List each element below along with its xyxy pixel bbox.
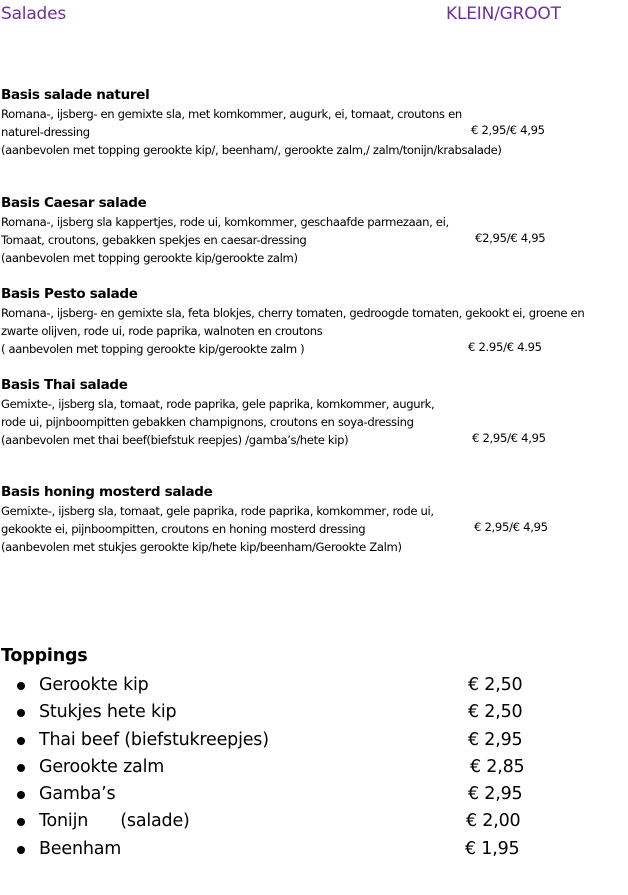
salad-item [1,286,628,358]
salad-price: €2,95/€ 4,95 [475,231,546,245]
topping-name: Gerookte zalm [39,756,165,777]
salad-description: Gemixte-, ijsberg sla, tomaat, rode paprika, gele paprika, komkommer, augurk, [1,397,435,411]
topping-item [0,781,628,808]
topping-item [0,699,628,726]
topping-name: Beenham [39,838,122,859]
topping-item [0,808,628,835]
salad-item [1,87,628,159]
topping-name: Gamba’s [39,784,116,805]
salad-price: € 2,95/€ 4,95 [471,123,545,137]
salad-price: € 2.95/€ 4.95 [468,340,542,354]
topping-price: € 2,50 [468,702,523,723]
page-title: Salades [1,4,67,24]
salad-description: Gemixte-, ijsberg sla, tomaat, gele paprika, rode paprika, komkommer, rode ui, [1,504,434,518]
salad-item [1,377,628,449]
salad-title: Basis salade naturel [1,87,150,103]
salad-recommendation: (aanbevolen met stukjes gerookte kip/hete kip/beenham/Gerookte Zalm) [1,540,402,554]
bullet-icon [17,791,25,799]
salad-description: rode ui, pijnboompitten gebakken champignons, croutons en soya-dressing [1,415,414,429]
topping-price: € 2,85 [470,756,525,777]
bullet-icon [17,846,25,854]
bullet-icon [17,709,25,717]
bullet-icon [17,818,25,826]
salad-recommendation: (aanbevolen met thai beef(biefstuk reepjes) /gamba’s/hete kip) [1,433,349,447]
topping-name: Stukjes hete kip [39,702,177,723]
salad-description: zwarte olijven, rode ui, rode paprika, walnoten en croutons [1,324,323,338]
salad-description: Tomaat, croutons, gebakken spekjes en caesar-dressing [1,233,307,247]
salad-description: Romana-, ijsberg sla kappertjes, rode ui, komkommer, geschaafde parmezaan, ei, [1,215,449,229]
salad-description: Romana-, ijsberg- en gemixte sla, feta blokjes, cherry tomaten, gedroogde tomaten, gekookt ei, groene en [1,306,585,320]
topping-price: € 2,00 [466,811,521,832]
salad-recommendation: (aanbevolen met topping gerookte kip/, beenham/, gerookte zalm,/ zalm/tonijn/krabsalade) [1,143,502,157]
size-column-label: KLEIN/GROOT [446,4,561,24]
toppings-title: Toppings [1,646,88,666]
salad-description: naturel-dressing [1,125,90,139]
topping-price: € 1,95 [465,838,520,859]
topping-item [0,727,628,754]
toppings-list [0,672,628,863]
salad-title: Basis honing mosterd salade [1,484,213,500]
salad-title: Basis Thai salade [1,377,128,393]
bullet-icon [17,737,25,745]
bullet-icon [17,682,25,690]
salad-title: Basis Pesto salade [1,286,138,302]
topping-name: Gerookte kip [39,675,149,695]
topping-name: Thai beef (biefstukreepjes) [39,729,269,750]
topping-item [0,672,628,699]
salad-item [1,484,628,556]
topping-name: Tonijn (salade) [39,811,190,832]
topping-price: € 2,50 [468,675,523,695]
topping-price: € 2,95 [468,729,523,750]
salad-item [1,195,628,267]
topping-item [0,754,628,781]
salad-title: Basis Caesar salade [1,195,147,211]
salad-recommendation: ( aanbevolen met topping gerookte kip/gerookte zalm ) [1,342,305,356]
salad-description: gekookte ei, pijnboompitten, croutons en honing mosterd dressing [1,522,366,536]
salad-description: Romana-, ijsberg- en gemixte sla, met komkommer, augurk, ei, tomaat, croutons en [1,107,462,121]
salad-price: € 2,95/€ 4,95 [474,520,548,534]
topping-item [0,836,628,863]
topping-price: € 2,95 [468,784,523,805]
salad-price: € 2,95/€ 4,95 [472,431,546,445]
salad-recommendation: (aanbevolen met topping gerookte kip/gerookte zalm) [1,251,298,265]
bullet-icon [17,764,25,772]
